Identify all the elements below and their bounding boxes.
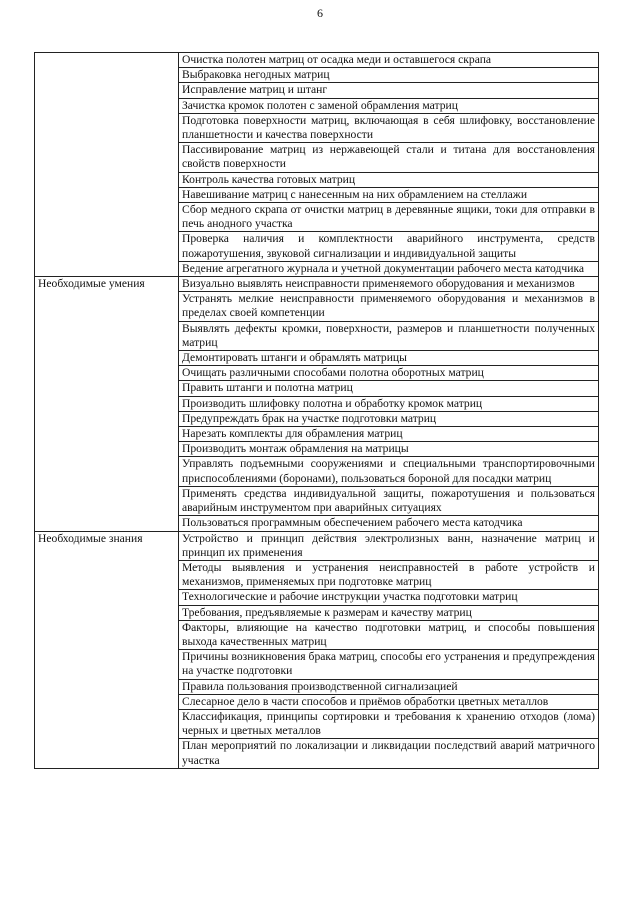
requirement-item: Проверка наличия и комплектности аварийного инструмента, средств пожаротушения, звуковой сигнализации и индивидуальной защиты <box>179 232 599 261</box>
requirement-item: Выявлять дефекты кромки, поверхности, размеров и планшетности полученных матриц <box>179 321 599 350</box>
requirement-item: Производить монтаж обрамления на матрицы <box>179 442 599 457</box>
requirement-item: Демонтировать штанги и обрамлять матрицы <box>179 351 599 366</box>
requirement-item: Ведение агрегатного журнала и учетной документации рабочего места катодчика <box>179 261 599 276</box>
requirement-item: Пассивирование матриц из нержавеющей стали и титана для восстановления свойств поверхности <box>179 143 599 172</box>
requirement-item: Навешивание матриц с нанесенным на них обрамлением на стеллажи <box>179 187 599 202</box>
requirement-item: Править штанги и полотна матриц <box>179 381 599 396</box>
requirement-item: Технологические и рабочие инструкции участка подготовки матриц <box>179 590 599 605</box>
requirement-item: Предупреждать брак на участке подготовки матриц <box>179 411 599 426</box>
requirement-item: Требования, предъявляемые к размерам и качеству матриц <box>179 605 599 620</box>
table-row <box>35 531 599 560</box>
requirements-table <box>34 52 599 769</box>
requirement-item: Методы выявления и устранения неисправностей в работе устройств и механизмов, применяемых при подготовке матриц <box>179 560 599 589</box>
requirement-item: Сбор медного скрапа от очистки матриц в деревянные ящики, токи для отправки в печь анодного участка <box>179 203 599 232</box>
requirement-item: Зачистка кромок полотен с заменой обрамления матриц <box>179 98 599 113</box>
requirement-item: Устройство и принцип действия электролизных ванн, назначение матриц и принцип их применения <box>179 531 599 560</box>
section-label <box>35 53 179 277</box>
page-number: 6 <box>317 6 323 20</box>
requirement-item: Подготовка поверхности матриц, включающая в себя шлифовку, восстановление планшетности и качества поверхности <box>179 113 599 142</box>
requirement-item: Классификация, принципы сортировки и требования к хранению отходов (лома) черных и цветных металлов <box>179 709 599 738</box>
requirement-item: Производить шлифовку полотна и обработку кромок матриц <box>179 396 599 411</box>
requirement-item: Визуально выявлять неисправности применяемого оборудования и механизмов <box>179 277 599 292</box>
requirement-item: Управлять подъемными сооружениями и специальными транспортировочными приспособлениями (боронами), пользоваться бороной для посадки матриц <box>179 457 599 486</box>
requirement-item: План мероприятий по локализации и ликвидации последствий аварий матричного участка <box>179 739 599 768</box>
requirement-item: Устранять мелкие неисправности применяемого оборудования и механизмов в пределах своей компетенции <box>179 292 599 321</box>
requirements-table-body <box>35 53 599 769</box>
requirement-item: Выбраковка негодных матриц <box>179 68 599 83</box>
requirement-item: Пользоваться программным обеспечением рабочего места катодчика <box>179 516 599 531</box>
requirement-item: Причины возникновения брака матриц, способы его устранения и предупреждения на участке подготовки <box>179 650 599 679</box>
requirement-item: Исправление матриц и штанг <box>179 83 599 98</box>
requirement-item: Очистка полотен матриц от осадка меди и оставшегося скрапа <box>179 53 599 68</box>
requirement-item: Применять средства индивидуальной защиты, пожаротушения и пользоваться аварийным инструментом при аварийных ситуациях <box>179 486 599 515</box>
section-label: Необходимые умения <box>35 277 179 531</box>
table-row <box>35 277 599 292</box>
requirement-item: Факторы, влияющие на качество подготовки матриц, и способы повышения выхода качественных матриц <box>179 620 599 649</box>
section-label: Необходимые знания <box>35 531 179 768</box>
requirement-item: Контроль качества готовых матриц <box>179 172 599 187</box>
requirement-item: Очищать различными способами полотна оборотных матриц <box>179 366 599 381</box>
requirement-item: Слесарное дело в части способов и приёмов обработки цветных металлов <box>179 694 599 709</box>
table-row <box>35 53 599 68</box>
requirement-item: Правила пользования производственной сигнализацией <box>179 679 599 694</box>
requirement-item: Нарезать комплекты для обрамления матриц <box>179 427 599 442</box>
